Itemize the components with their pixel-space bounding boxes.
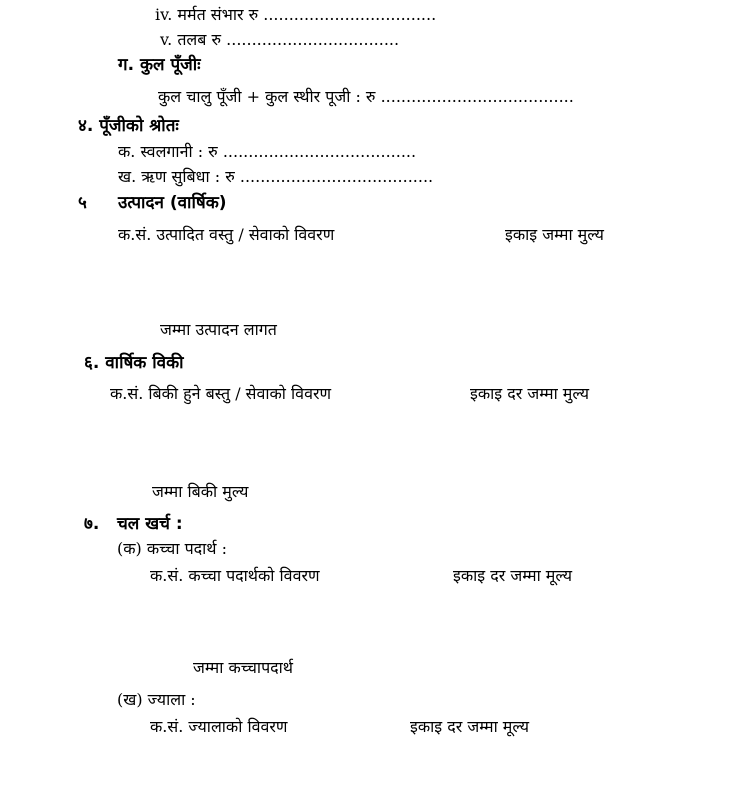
sales-table-columns: इकाइ दर जम्मा मुल्य <box>470 384 589 403</box>
sales-total-value: जम्मा बिकी मुल्य <box>152 482 249 501</box>
wages-table-header: क.सं. ज्यालाको विवरण <box>150 717 288 736</box>
source-self-investment: क. स्वलगानी : रु ...................................... <box>118 142 417 161</box>
item-iv-maintenance: iv. मर्मत संभार रु .................................. <box>155 5 437 24</box>
heading-annual-production: उत्पादन (वार्षिक) <box>118 193 227 213</box>
sales-table-header: क.सं. बिकी हुने बस्तु / सेवाको विवरण <box>110 384 332 403</box>
production-total-cost: जम्मा उत्पादन लागत <box>160 320 277 339</box>
production-table-header: क.सं. उत्पादित वस्तु / सेवाको विवरण <box>118 225 335 244</box>
heading-total-capital: ग. कुल पूँजीः <box>118 55 201 75</box>
heading-annual-sales: ६. वार्षिक विकी <box>84 353 184 373</box>
subheading-raw-materials: (क) कच्चा पदार्थ : <box>117 539 227 558</box>
heading-running-expenses: चल खर्च : <box>117 514 183 534</box>
raw-materials-table-columns: इकाइ दर जम्मा मूल्य <box>453 566 572 585</box>
source-loan-facility: ख. ऋण सुबिधा : रु ...................................... <box>118 167 434 186</box>
wages-table-columns: इकाइ दर जम्मा मूल्य <box>410 717 529 736</box>
subheading-wages: (ख) ज्याला : <box>117 690 196 709</box>
raw-materials-table-header: क.सं. कच्चा पदार्थको विवरण <box>150 566 320 585</box>
section-5-number: ५ <box>78 193 87 213</box>
section-7-number: ७. <box>84 514 100 534</box>
heading-capital-source: ४. पूँजीको श्रोतः <box>78 116 179 136</box>
total-capital-line: कुल चालु पूँजी + कुल स्थीर पूजी : रु ...................................... <box>158 87 574 106</box>
raw-materials-total: जम्मा कच्चापदार्थ <box>193 658 294 677</box>
production-table-columns: इकाइ जम्मा मुल्य <box>505 225 604 244</box>
item-v-salary: v. तलब रु .................................. <box>160 30 400 49</box>
